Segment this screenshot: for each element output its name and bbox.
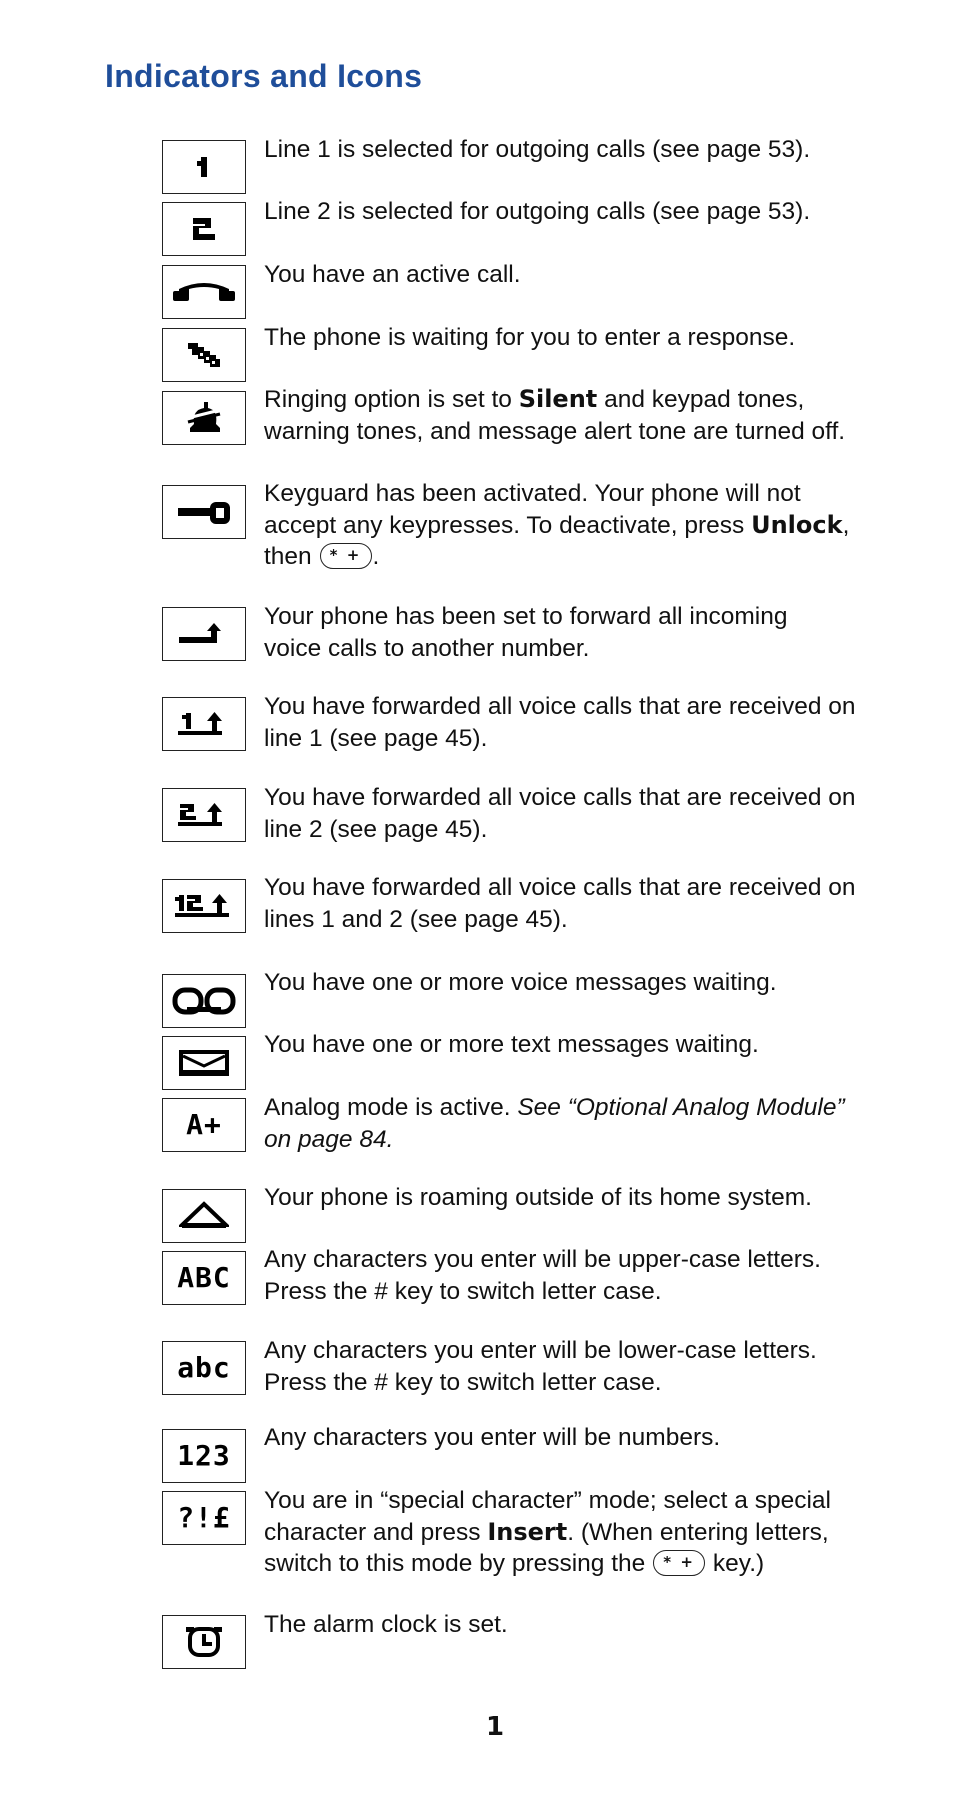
lowercase-icon: abc [162,1341,246,1395]
numbers-icon: 123 [162,1429,246,1483]
description: You have one or more voice messages waiting. [264,969,777,996]
description: Any characters you enter will be lower-case letters. Press the # key to switch letter case. [264,1337,817,1396]
uppercase-icon: ABC [162,1251,246,1305]
description: Line 2 is selected for outgoing calls (see page 53). [264,198,811,225]
description: You are in “special character” mode; select a special character and press Insert. (When entering letters, switch to this mode by pressing the * + key.) [264,1487,831,1577]
description: You have forwarded all voice calls that are received on line 2 (see page 45). [264,784,856,843]
description: Any characters you enter will be upper-case letters. Press the # key to switch letter case. [264,1246,821,1305]
description: The phone is waiting for you to enter a response. [264,324,796,351]
keyguard-icon [162,485,246,539]
description: Keyguard has been activated. Your phone will not accept any keypresses. To deactivate, press Unlock, then * + . [264,480,850,570]
forward-line-2-icon [162,788,246,842]
description: Your phone is roaming outside of its home system. [264,1184,812,1211]
silent-label: Silent [518,385,598,413]
description: Any characters you enter will be numbers. [264,1424,721,1451]
unlock-label: Unlock [751,510,843,539]
description: Analog mode is active. See “Optional Analog Module” on page 84. [264,1094,845,1153]
analog-mode-icon: A+ [162,1098,246,1152]
star-key-icon: * + [320,543,372,569]
call-forward-icon [162,607,246,661]
silent-icon [162,391,246,445]
description: The alarm clock is set. [264,1611,508,1638]
insert-label: Insert [487,1517,568,1546]
text-message-icon [162,1036,246,1090]
description: Line 1 is selected for outgoing calls (see page 53). [264,136,811,163]
page-title: Indicators and Icons [105,58,423,94]
star-key-icon: * + [653,1550,705,1576]
description: You have one or more text messages waiting. [264,1031,759,1058]
active-call-icon [162,265,246,319]
page-number: 1 [485,1712,505,1742]
waiting-response-icon [162,328,246,382]
forward-line-1-icon [162,697,246,751]
description: You have an active call. [264,261,521,288]
description: Your phone has been set to forward all incoming voice calls to another number. [264,603,788,662]
line-1-icon [162,140,246,194]
forward-lines-1-2-icon [162,879,246,933]
line-2-icon [162,202,246,256]
alarm-clock-icon [162,1615,246,1669]
description: You have forwarded all voice calls that are received on line 1 (see page 45). [264,693,856,752]
description: You have forwarded all voice calls that are received on lines 1 and 2 (see page 45). [264,874,856,933]
description: Ringing option is set to Silent and keypad tones, warning tones, and message alert tone are turned off. [264,385,846,445]
voice-message-icon [162,974,246,1028]
roaming-icon [162,1189,246,1243]
special-character-icon: ?!£ [162,1491,246,1545]
